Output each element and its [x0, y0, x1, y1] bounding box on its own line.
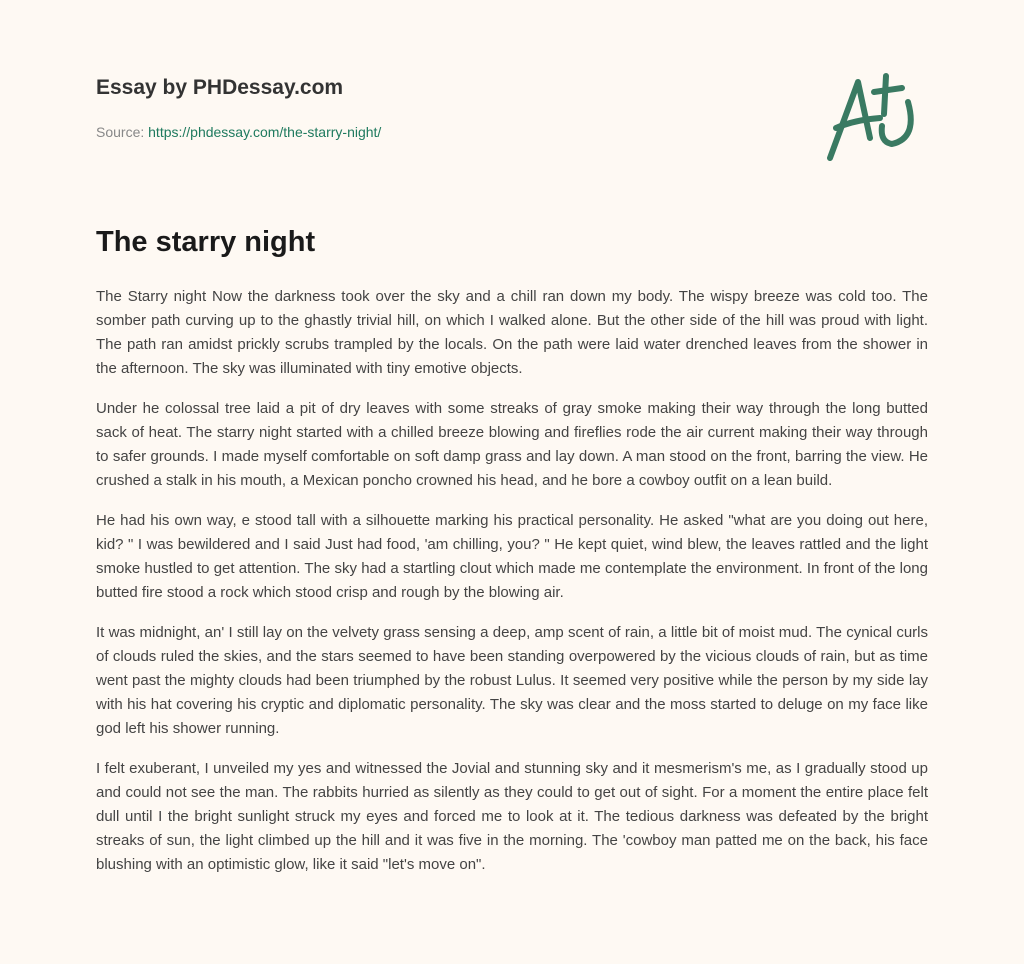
essay-paragraph: He had his own way, e stood tall with a silhouette marking his practical personality. He asked "what are you doing out here, kid? " I was bewildered and I said Just had food, 'am chilling, you? " He kept quiet, wind blew, the leaves rattled and the light smoke hustled to get attention. The sky had a startling clout which made me contemplate the environment. In front of the long butted fire stood a rock which stood crisp and rough by the blowing air. — [96, 512, 928, 601]
essay-paragraph: The Starry night Now the darkness took over the sky and a chill ran down my body. The wispy breeze was cold too. The somber path curving up to the ghastly trivial hill, on which I walked alone. But the other side of the hill was proud with light. The path ran amidst prickly scrubs trampled by the locals. On the path were laid water drenched leaves from the shower in the afternoon. The sky was illuminated with tiny emotive objects. — [96, 288, 928, 377]
source-link[interactable]: https://phdessay.com/the-starry-night/ — [148, 124, 382, 140]
essay-paragraph: I felt exuberant, I unveiled my yes and witnessed the Jovial and stunning sky and it mesmerism's me, as I gradually stood up and could not see the man. The rabbits hurried as silently as they could to get out of sight. For a moment the entire place felt dull until I the bright sunlight struck my eyes and forced me to look at it. The tedious darkness was defeated by the bright streaks of sun, the light climbed up the hill and it was five in the morning. The 'cowboy man patted me on the back, his face blushing with an optimistic glow, like it said "let's move on". — [96, 760, 928, 873]
source-label: Source: — [96, 124, 145, 140]
essay-paragraph: Under he colossal tree laid a pit of dry leaves with some streaks of gray smoke making their way through the long butted sack of heat. The starry night started with a chilled breeze blowing and fireflies rode the air current making their way through to safer grounds. I made myself comfortable on soft damp grass and lay down. A man stood on the front, barring the view. He crushed a stalk in his mouth, a Mexican poncho crowned his head, and he bore a cowboy outfit on a lean build. — [96, 400, 928, 489]
essay-body — [96, 285, 928, 893]
site-brand: Essay by PHDessay.com — [96, 76, 344, 99]
essay-paragraph: It was midnight, an' I still lay on the velvety grass sensing a deep, amp scent of rain, a little bit of moist mud. The cynical curls of clouds ruled the skies, and the stars seemed to have been standing overpowered by the vicious clouds of rain, but as time went past the mighty clouds had been triumphed by the robust Lulus. It seemed very positive while the person by my side lay with his hat covering his cryptic and diplomatic personality. The sky was clear and the moss started to deluge on my face like god left his shower running. — [96, 624, 928, 737]
a-plus-logo-icon — [820, 68, 930, 164]
source-line — [96, 124, 381, 140]
essay-title: The starry night — [96, 226, 316, 258]
